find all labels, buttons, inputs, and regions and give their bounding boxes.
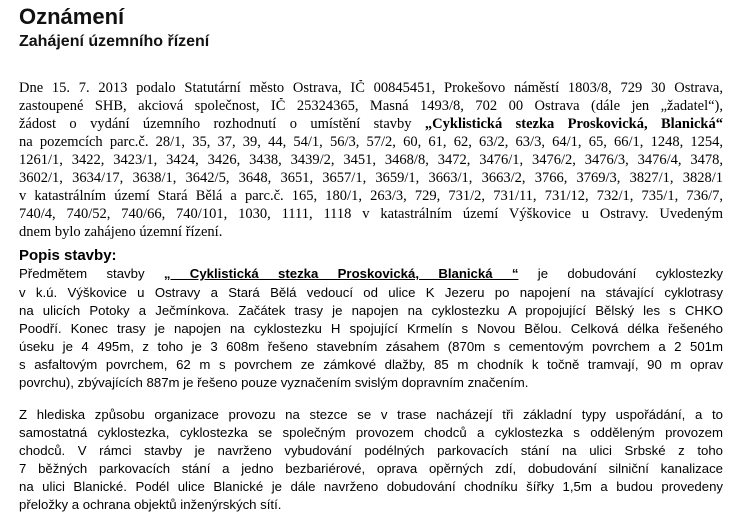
description-line	[19, 265, 723, 282]
intro-line: zastoupené SHB, akciová společnost, IČ 25324365, Masná 1493/8, 702 00 Ostrava (dále jen „žadatel“),	[19, 98, 723, 114]
description-line: Z hlediska způsobu organizace provozu na stezce se v trase nacházejí tři základní typy uspořádání, a to	[19, 407, 723, 422]
description-text: Předmětem stavby	[19, 266, 164, 281]
intro-line: 740/4, 740/52, 740/66, 740/101, 1030, 1111, 1118 v katastrálním území Výškovice u Ostravy. Uvedeným	[19, 206, 723, 222]
intro-line: v katastrálním území Stará Bělá a parc.č. 165, 180/1, 263/3, 729, 731/2, 731/11, 731/12, 732/1, 735/1, 736/7,	[19, 188, 723, 204]
description-line: úseku je 4 495m, z toho je 3 608m řešeno stavebním zásahem (870m s cementovým povrchem a 2 501m	[19, 339, 723, 354]
project-name-underlined: „ Cyklistická stezka Proskovická, Blanická “	[163, 266, 519, 281]
intro-text: žádost o vydání územního rozhodnutí o umístění stavby	[19, 116, 425, 132]
intro-line: Dne 15. 7. 2013 podalo Statutární město Ostrava, IČ 00845451, Prokešovo náměstí 1803/8, 729 30 Ostrava,	[19, 80, 723, 96]
description-line: přeložky a ochrana objektů inženýrských sítí.	[19, 497, 282, 512]
project-name: „Cyklistická stezka Proskovická, Blanická“	[424, 116, 723, 132]
description-line: na ulici Blanické. Podél ulice Blanické je dále navrženo dobudování chodníku šířky 1,5m a budou provedeny	[19, 479, 723, 494]
description-line: s asfaltovým povrchem, 62 m s povrchem ze zámkové dlažby, 85 m chodník k točně tramvají, 90 m oprav	[19, 357, 723, 372]
description-line: samostatná cyklostezka, cyklostezka se společným provozem chodců a cyklostezka s odděleným provozem	[19, 425, 723, 440]
intro-line: na pozemcích parc.č. 28/1, 35, 37, 39, 44, 54/1, 56/3, 57/2, 60, 61, 62, 63/2, 63/3, 64/1, 65, 66/1, 1248, 1254,	[19, 134, 723, 150]
section-heading: Popis stavby:	[19, 247, 117, 264]
intro-line: dnem bylo zahájeno územní řízení.	[19, 224, 223, 240]
description-line: povrchu), zbývajících 887m je řešeno pouze vyznačením svislým dopravním značením.	[19, 375, 529, 390]
description-line: na ulicích Potoky a Ječmínkova. Začátek trasy je napojen na cyklostezku A propojující Bělský les s CHKO	[19, 303, 723, 318]
description-line: 7 běžných parkovacích stání a jedno bezbariérové, oprava opěrných zdí, dobudování silniční kanalizace	[19, 461, 723, 476]
intro-line: 1261/1, 3422, 3423/1, 3424, 3426, 3438, 3439/2, 3451, 3468/8, 3472, 3476/1, 3476/2, 3476/3, 3476/4, 3478,	[19, 152, 723, 168]
intro-line: 3602/1, 3634/17, 3638/1, 3642/5, 3648, 3651, 3657/1, 3659/1, 3663/1, 3663/2, 3766, 3769/3, 3827/1, 3828/1	[19, 170, 723, 186]
intro-line	[19, 116, 723, 133]
page-title: Oznámení	[19, 4, 125, 29]
description-line: Poodří. Konec trasy je napojen na cyklostezku H spojující Krmelín s Novou Bělou. Celková délka řešeného	[19, 321, 723, 336]
description-line: chodců. V rámci stavby je navrženo vybudování podélných parkovacích stání na ulici Srbské z toho	[19, 443, 723, 458]
page-subtitle: Zahájení územního řízení	[19, 33, 210, 50]
description-text: je dobudování cyklostezky	[518, 266, 723, 281]
description-line: v k.ú. Výškovice u Ostravy a Stará Bělá vedoucí od ulice K Jezeru po napojení na stávající cyklotrasy	[19, 285, 723, 300]
